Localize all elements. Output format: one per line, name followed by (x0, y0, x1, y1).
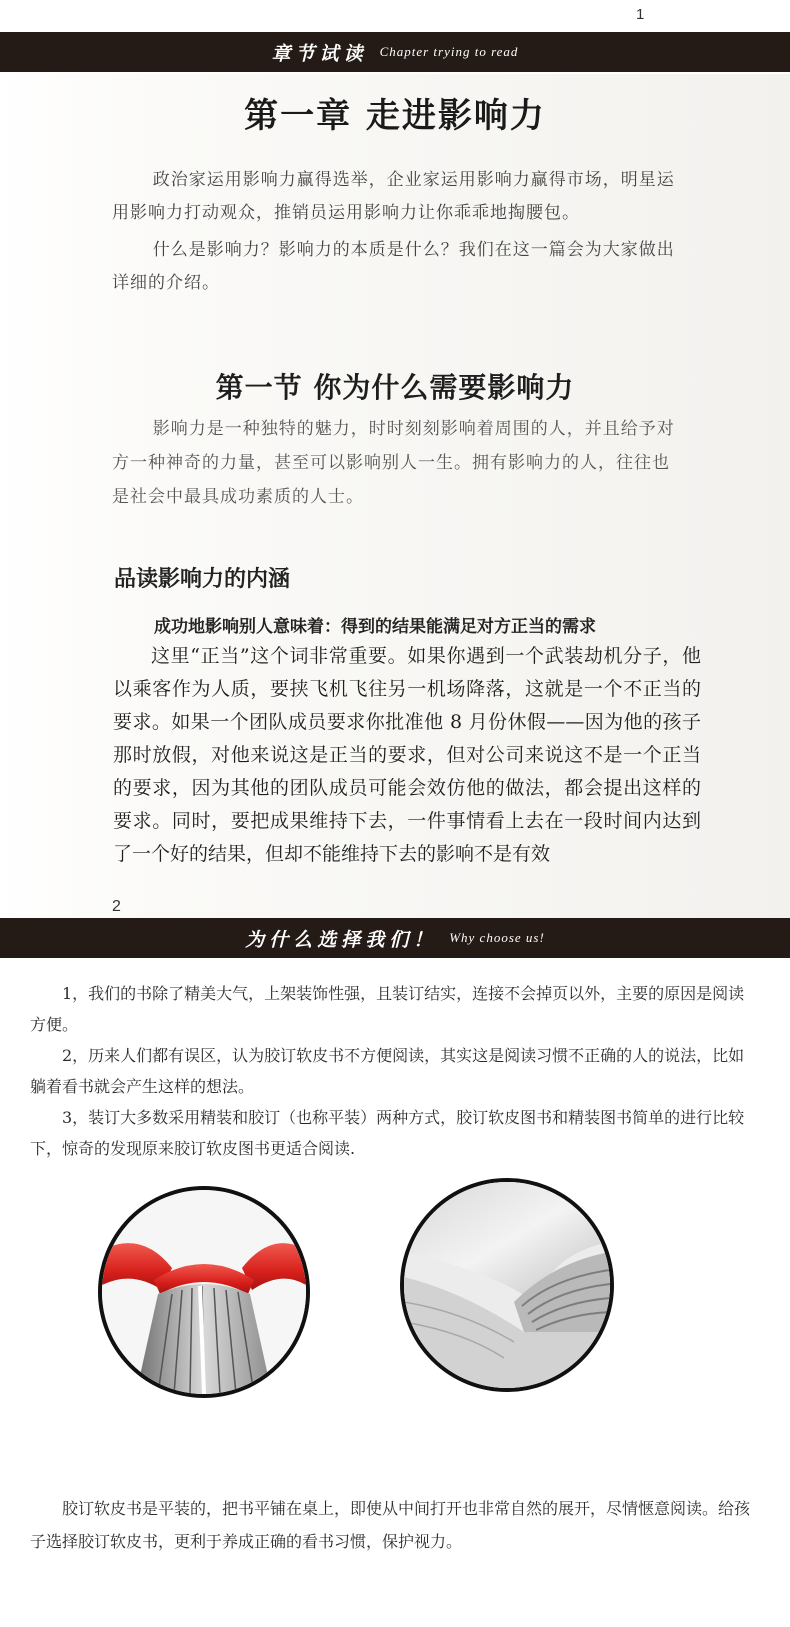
why-choose-us-banner (0, 918, 790, 958)
reason-2: 2，历来人们都有误区，认为胶订软皮书不方便阅读，其实这是阅读习惯不正确的人的说法，比如躺着看书就会产生这样的想法。 (30, 1046, 745, 1096)
reason-1: 1，我们的书除了精美大气，上架装饰性强，且装订结实，连接不会掉页以外，主要的原因是阅读方便。 (30, 984, 745, 1034)
banner-title-en: Chapter trying to read (379, 44, 519, 59)
intro-paragraph-2: 什么是影响力？影响力的本质是什么？我们在这一篇会为大家做出详细的介绍。 (112, 240, 675, 293)
body-text: 这里“正当”这个词非常重要。如果你遇到一个武装劫机分子，他以乘客作为人质，要挟飞机飞往另一机场降落，这就是一个不正当的要求。如果一个团队成员要求你批准他 8 月份休假——因为他的孩子那时放假，对他来说这是正当的要求，但对公司来说这不是一个正当的要求，因为其他的团队成员可能会效仿他的做法，都会提出这样的要求。同时，要把成果维持下去，一件事情看上去在一段时间内达到了一个好的结果，但却不能维持下去的影响不是有效 (113, 645, 701, 865)
scanned-book-page (0, 74, 790, 952)
chapter-preview-banner (0, 32, 790, 72)
page-number-bottom: 2 (112, 898, 121, 915)
banner-title-cn: 章节试读 (271, 42, 368, 65)
reason-3: 3，装订大多数采用精装和胶订（也称平装）两种方式，胶订软皮图书和精装图书简单的进行比较下，惊奇的发现原来胶订软皮图书更适合阅读. (30, 1108, 745, 1158)
intro-paragraph-1: 政治家运用影响力赢得选举，企业家运用影响力赢得市场，明星运用影响力打动观众，推销员运用影响力让你乖乖地掏腰包。 (112, 170, 675, 223)
section-title: 第一节 你为什么需要影响力 (215, 371, 575, 404)
banner-title-en-2: Why choose us! (449, 930, 545, 945)
section-paragraph: 影响力是一种独特的魅力，时时刻刻影响着周围的人，并且给予对方一种神奇的力量，甚至可以影响别人一生。拥有影响力的人，往往也是社会中最具成功素质的人士。 (112, 419, 675, 507)
page-number-top: 1 (636, 6, 645, 23)
chapter-title: 第一章 走进影响力 (244, 96, 546, 136)
banner-title-cn-2: 为什么选择我们！ (245, 928, 438, 951)
paperback-open-icon (400, 1178, 614, 1392)
bold-statement: 成功地影响别人意味着：得到的结果能满足对方正当的需求 (154, 617, 596, 637)
footer-paragraph: 胶订软皮书是平装的，把书平铺在桌上，即使从中间打开也非常自然的展开，尽情惬意阅读。给孩子选择胶订软皮书，更利于养成正确的看书习惯，保护视力。 (30, 1499, 751, 1551)
hardcover-spine-icon (98, 1186, 310, 1398)
subsection-title: 品读影响力的内涵 (114, 567, 291, 592)
